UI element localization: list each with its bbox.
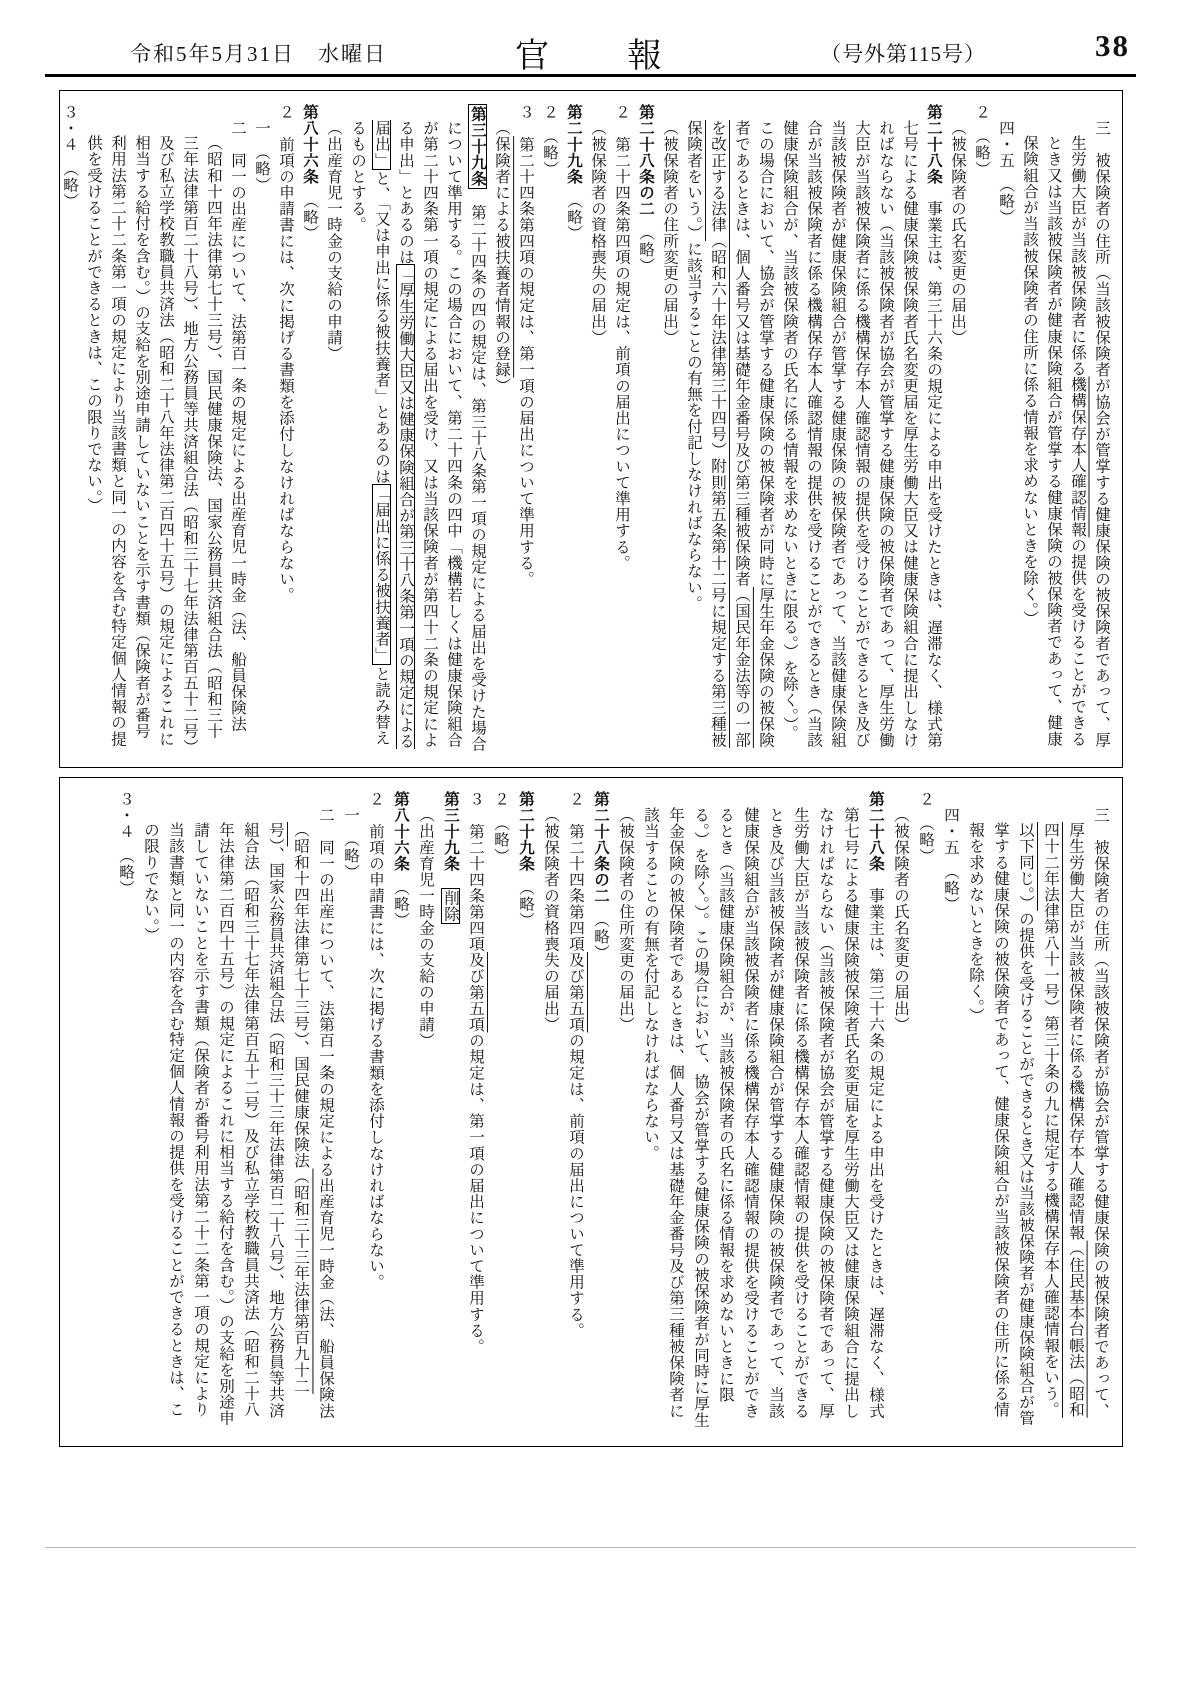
text-run: ３・４ （略） [61,104,78,209]
text-run: 第二十四条の四の規定は、第三十八条第一項の規定による届出を受けた場合について準用する。この場合において、第二十四条の四中「機構若しくは健康保険組合が第二十四条第一項の規定による届出を受け、又は当該保険者が第四十二条の規定による申出」とあるのは [397,119,486,752]
footer-rule [45,1547,1136,1548]
header-rule [45,74,1136,77]
law-paragraph [993,104,1017,754]
lower-amendment-box [59,777,1123,1447]
marked-text: 第二十八条 [867,791,884,872]
masthead-title: 官報 [515,38,740,75]
marked-text: 削除 [442,889,459,922]
lower-text-flow [69,791,1113,1433]
text-run [442,872,459,888]
marked-text: 機構保存本人確認情報 [1069,376,1086,538]
text-run: （略） [565,184,582,242]
text-run: 四・五 （略） [942,806,959,912]
marked-text: （国民年金法等の一部を改正する法律（昭和六十年法律第三十四号）附則第五条第十二号に規定する第三種被保険者をいう。） [685,119,750,748]
text-run: に該当することの有無を付記しなければならない。 [685,240,702,611]
law-paragraph [513,104,537,754]
marked-text: （昭和三十三年法律第百九十二号） [267,822,309,1394]
text-run: （被保険者の資格喪失の届出） [589,119,606,345]
law-paragraph [138,791,338,1433]
text-run: 三 被保険者の住所（当該被保険者が協会が管掌する健康保険の被保険者であって、厚生労働大臣が当該被保険者に係る [1069,119,1110,748]
law-paragraph [585,104,609,754]
law-paragraph [969,104,993,754]
marked-text: 第三十九条 [442,791,459,872]
text-run: （略） [301,184,318,242]
law-paragraph [489,104,513,754]
law-paragraph [888,791,913,1433]
law-paragraph [913,791,938,1433]
law-paragraph [273,104,297,754]
text-run: 事業主は、第三十六条の規定による申出を受けたときは、遅滞なく、様式第七号による健康保険被保険者氏名変更届を厚生労働大臣又は健康保険組合に提出しなければならない（当該被保険者が協会が管掌する健康保険の被保険者であって、厚生労働大臣が当該被保険者に係る機構保存本人確認情報の提供を受けることができるとき及び当該被保険者が健康保険組合が管掌する健康保険の被保険者であって、当該健康保険組合が当該被保険者に係る機構保存本人確認情報の提供を受けることができるとき（当該健康保険組合が、当該被保険者の氏名に係る情報を求めないときに限る。）を除く。）。この場合において、協会が管掌する健康保険の被保険者が同時に厚生年金保険の被保険者であるときは、個人番号又は基礎年金番号及び第三種被保険者 [733,119,942,748]
text-run: の提供を受けることができるとき又は当該被保険者が健康保険組合が管掌する健康保険の被保険者であって、健康保険組合が当該被保険者の住所に係る情報を求めないときを除く。） [967,822,1034,1427]
marked-text: 第八十六条 [301,104,318,185]
text-run: の規定は、第一項の届出について準用する。 [467,1032,484,1355]
law-paragraph [345,104,489,754]
text-run: ３・４ （略） [117,791,134,896]
text-run: （被保険者の氏名変更の届出） [892,806,909,1032]
law-paragraph [81,104,249,754]
text-run: と読み替えるものとする。 [349,119,390,746]
text-run: （略） [392,871,409,929]
marked-text: 保険者による被扶養者情報の登録 [493,135,510,378]
marked-text: （住民基本台帳法（昭和四十二年法律第八十一号）第三十条の九に規定する機構保存本人確認情報をいう。以下同じ。） [1017,822,1084,1418]
marked-text: 第二十八条の二 [637,104,654,217]
text-run: ２ 第二十四条第四項の規定は、前項の届出について準用する。 [613,104,630,571]
law-paragraph [413,791,438,1433]
law-paragraph [945,104,969,754]
text-run: （出産育児一時金の支給の申請） [417,806,434,1048]
law-paragraph [938,791,963,1433]
text-run: （ [493,119,510,136]
marked-text: 及び第五項 [467,952,484,1033]
marked-text: 第八十六条 [392,791,409,872]
marked-text: 及び第五項 [567,952,584,1033]
law-paragraph [633,104,657,754]
text-run: ３ 第二十四条第四項 [467,791,484,952]
law-paragraph [538,791,563,1433]
text-run: （略） [637,216,654,274]
law-paragraph [1017,104,1113,754]
text-run: ２ 前項の申請書には、次に掲げる書類を添付しなければならない。 [367,791,384,1291]
law-paragraph [338,791,363,1433]
law-paragraph [588,791,613,1433]
text-run: ２ （略） [973,104,990,177]
text-run: ２ 前項の申請書には、次に掲げる書類を添付しなければならない。 [277,104,294,604]
text-run: ２ （略） [917,791,934,864]
law-paragraph [561,104,585,754]
text-run: と、「又は申出に係る被扶養者」とあるのは [373,169,390,485]
marked-text: 第二十八条の二 [592,791,609,904]
law-paragraph [963,791,1113,1433]
upper-amendment-box [59,90,1123,768]
law-paragraph [438,791,463,1433]
upper-text-flow [61,104,1113,754]
text-run: 、国家公務員共済組合法（昭和三十三年法律第百二十八号）、地方公務員等共済組合法（昭和三十七年法律第百五十二号）及び私立学校教職員共済法（昭和二十八年法律第二百四十五号）の規定によるこれに相当する給付を含む。）の支給を別途申請していないことを示す書類（保険者が番号利用法第二十二条第一項の規定により当該書類と同一の内容を含む特定個人情報の提供を受けることができるときは、この限りでない。） [142,822,284,1427]
law-paragraph [681,104,945,754]
law-paragraph [488,791,513,1433]
text-run: 三 被保険者の住所（当該被保険者が協会が管掌する健康保険の被保険者であって、厚生労働大臣が当該被保険者に係る機構保存本人確認情報 [1067,806,1109,1419]
text-run: （被保険者の氏名変更の届出） [949,119,966,345]
text-run: （出産育児一時金の支給の申請） [325,119,342,361]
text-run: ２ （略） [541,104,558,177]
marked-text: 第二十九条 [517,791,534,872]
text-run: ３ 第二十四条第四項の規定は、第一項の届出について準用する。 [517,104,534,587]
law-paragraph [388,791,413,1433]
text-run: ） [493,377,510,394]
text-run: 二 同一の出産について、法第百一条の規定による出産育児一時金（法、船員保険法（昭和十四年法律第七十三号）、国民健康保険法 [292,806,334,1419]
text-run: 四・五 （略） [997,119,1014,225]
law-paragraph [113,791,138,1433]
text-run: 一 （略） [253,119,270,193]
law-paragraph [363,791,388,1433]
text-run: 事業主は、第三十六条の規定による申出を受けたときは、遅滞なく、様式第七号による健康保険被保険者氏名変更届を厚生労働大臣又は健康保険組合に提出しなければならない（当該被保険者が協会が管掌する健康保険の被保険者であって、厚生労働大臣が当該被保険者に係る機構保存本人確認情報の提供を受けることができるとき及び当該被保険者が健康保険組合が管掌する健康保険の被保険者であって、当該健康保険組合が当該被保険者に係る機構保存本人確認情報の提供を受けることができるとき（当該健康保険組合が、当該被保険者の氏名に係る情報を求めないときに限る。）を除く。）。この場合において、協会が管掌する健康保険の被保険者が同時に厚生年金保険の被保険者であるときは、個人番号又は基礎年金番号及び第三種被保険者に該当することの有無を付記しなければならない。 [642,806,884,1428]
marked-text: 「厚生労働大臣又は健康保険組合が第三十八条第一項の規定による届出」 [373,119,414,750]
law-paragraph [609,104,633,754]
text-run: （被保険者の資格喪失の届出） [542,806,559,1032]
law-paragraph [463,791,488,1433]
text-run: ２ 第二十四条第四項 [567,791,584,952]
law-paragraph [563,791,588,1433]
law-paragraph [59,104,81,754]
law-paragraph [321,104,345,754]
issue-number: （号外第115号） [820,42,986,66]
page-number: 38 [1095,28,1130,63]
text-run: ２ （略） [492,791,509,864]
text-run: の提供を受けることができるとき又は当該被保険者が健康保険組合が管掌する健康保険の被保険者であって、健康保険組合が当該被保険者の住所に係る情報を求めないときを除く。） [1021,135,1086,747]
text-run: （被保険者の住所変更の届出） [661,119,678,345]
law-paragraph [537,104,561,754]
text-run: の規定は、前項の届出について準用する。 [567,1032,584,1339]
marked-text: 第三十九条 [469,106,486,187]
text-run: （略） [517,871,534,929]
law-paragraph [613,791,638,1433]
text-run: （被保険者の住所変更の届出） [617,806,634,1032]
header [45,26,1136,75]
law-paragraph [513,791,538,1433]
text-run: （略） [592,903,609,961]
marked-text: 第二十八条 [925,104,942,185]
law-paragraph [638,791,888,1433]
law-paragraph [249,104,273,754]
law-paragraph [657,104,681,754]
publication-date: 令和5年5月31日 水曜日 [130,42,387,66]
law-paragraph [297,104,321,754]
marked-text: 第二十九条 [565,104,582,185]
marked-text: 「届出に係る被扶養者」 [373,486,390,664]
text-run: 二 同一の出産について、法第百一条の規定による出産育児一時金（法、船員保険法（昭和十四年法律第七十三号）、国民健康保険法、国家公務員共済組合法（昭和三十三年法律第百二十八号）、地方公務員等共済組合法（昭和三十七年法律第百五十二号）及び私立学校教職員共済法（昭和二十八年法律第二百四十五号）の規定によるこれに相当する給付を含む。）の支給を別途申請していないことを示す書類（保険者が番号利用法第二十二条第一項の規定により当該書類と同一の内容を含む特定個人情報の提供を受けることができるときは、この限りでない。） [85,119,246,748]
text-run: 一 （略） [342,806,359,880]
